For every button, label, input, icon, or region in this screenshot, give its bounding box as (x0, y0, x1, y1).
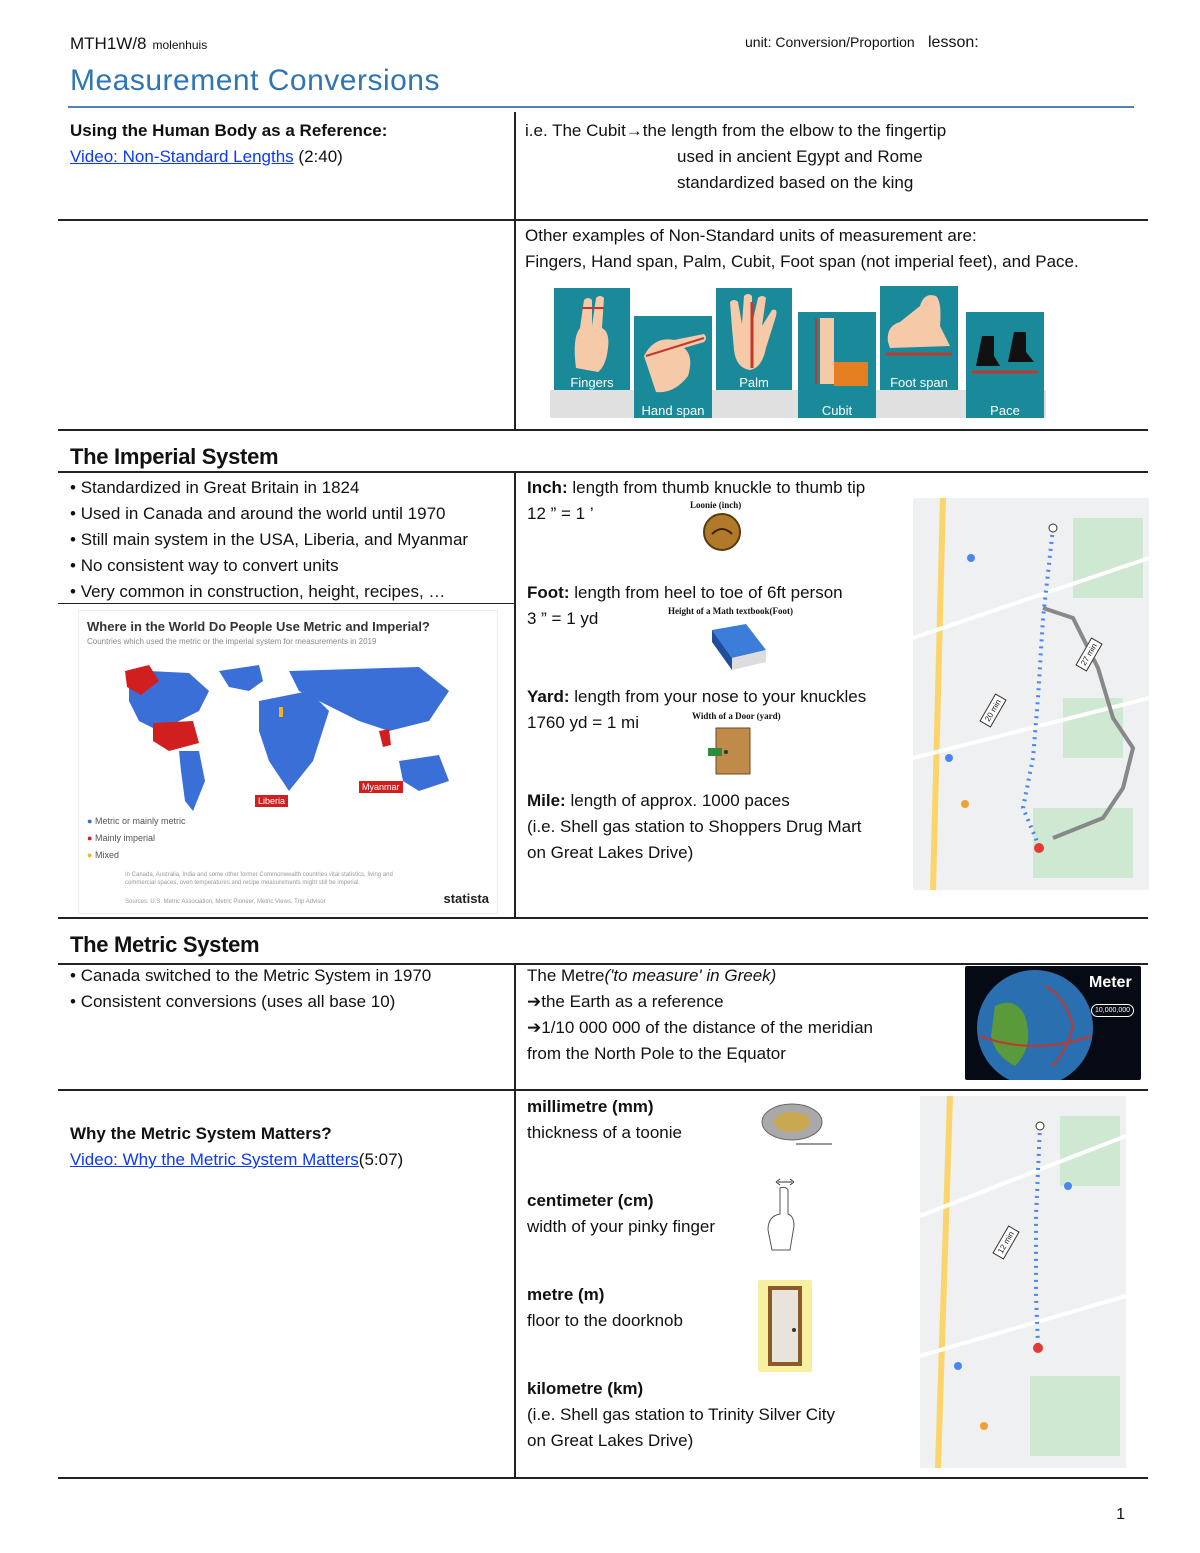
title-underline (68, 106, 1134, 108)
list-item: • Canada switched to the Metric System in 1970 (70, 963, 431, 989)
unit-def: thickness of a toonie (527, 1123, 682, 1142)
list-item: • Standardized in Great Britain in 1824 (70, 475, 468, 501)
unit-def: length from thumb knuckle to thumb tip (567, 478, 866, 497)
examples-line: Fingers, Hand span, Palm, Cubit, Foot span (not imperial feet), and Pace. (525, 252, 1079, 271)
door-icon (758, 1280, 812, 1372)
map-subtitle: Countries which used the metric or the imperial system for measurements in 2019 (87, 637, 377, 646)
door-metre-image (758, 1280, 812, 1372)
list-item: • Very common in construction, height, recipes, … (70, 579, 468, 605)
teacher-name: molenhuis (152, 38, 208, 52)
km-example: on Great Lakes Drive) (527, 1431, 694, 1450)
book-icon (706, 620, 772, 676)
legend-entry: Mixed (94, 850, 119, 860)
non-standard-examples (525, 223, 1079, 275)
loonie-image (700, 512, 744, 552)
unit-def: width of your pinky finger (527, 1217, 716, 1236)
shoes-icon (966, 312, 1044, 396)
metre-line: ➔the Earth as a reference (527, 992, 724, 1011)
yard-definition (527, 684, 866, 736)
map-title: Where in the World Do People Use Metric and Imperial? (87, 619, 430, 634)
textbook-image (706, 620, 772, 676)
unit-term: Inch: (527, 478, 568, 497)
door-image (706, 726, 756, 776)
map-label-liberia: Liberia (255, 795, 288, 807)
globe-label: Meter (1089, 974, 1132, 991)
conversion: 1760 yd = 1 mi (527, 713, 639, 732)
page-title: Measurement Conversions (70, 64, 440, 97)
metre-line: ➔1/10 000 000 of the distance of the meridian (527, 1018, 873, 1037)
mm-definition (527, 1094, 682, 1146)
unit-label: Palm (739, 375, 769, 390)
palm-icon (716, 288, 792, 374)
unit-label: Foot span (890, 375, 948, 390)
legend-entry: Metric or mainly metric (94, 816, 186, 826)
cubit-line: used in ancient Egypt and Rome (677, 147, 923, 166)
metre-definition (527, 963, 873, 1067)
unit-label: Hand span (641, 403, 705, 418)
row-divider (58, 429, 1148, 431)
foot-icon (880, 286, 958, 372)
fingers-icon (554, 288, 630, 374)
unit-term: Foot: (527, 583, 570, 602)
toonie-image (756, 1100, 834, 1152)
row-divider (58, 1477, 1148, 1479)
video-link-non-standard[interactable]: Video: Non-Standard Lengths (70, 147, 294, 166)
cubit-icon (798, 312, 876, 396)
row-divider (58, 917, 1148, 919)
cubit-tile (798, 312, 876, 418)
lesson-label: lesson: (928, 34, 979, 51)
unit-term: millimetre (mm) (527, 1097, 654, 1116)
column-divider (514, 964, 516, 1478)
door-icon (706, 726, 756, 776)
route-map-icon (913, 498, 1149, 890)
hand-span-icon (634, 316, 712, 396)
cubit-line: i.e. The Cubit→the length from the elbow to the fingertip (525, 121, 947, 140)
video-duration: (2:40) (298, 147, 343, 166)
image-caption: Width of a Door (yard) (692, 711, 781, 721)
row-divider (58, 219, 1148, 221)
why-metric (70, 1121, 403, 1173)
conversion: 3 ” = 1 yd (527, 609, 599, 628)
legend-dot: ● (87, 816, 93, 826)
unit-term: kilometre (km) (527, 1379, 644, 1398)
body-units-illustration (550, 286, 1046, 418)
image-caption: Loonie (inch) (690, 500, 742, 510)
page-number: 1 (1116, 1506, 1125, 1523)
unit-term: Yard: (527, 687, 570, 706)
km-definition (527, 1376, 835, 1454)
route-map-icon (920, 1096, 1126, 1468)
unit-def: length from your nose to your knuckles (569, 687, 867, 706)
mile-definition (527, 788, 862, 866)
conversion: 12 ” = 1 ’ (527, 504, 594, 523)
list-item: • Still main system in the USA, Liberia, and Myanmar (70, 527, 468, 553)
imperial-heading: The Imperial System (70, 444, 279, 469)
unit-term: metre (m) (527, 1285, 605, 1304)
walk-time-badge: 20 min (979, 693, 1006, 727)
image-caption: Height of a Math textbook(Foot) (668, 606, 793, 616)
why-heading: Why the Metric System Matters? (70, 1124, 332, 1143)
pace-tile (966, 312, 1044, 418)
list-item: • Consistent conversions (uses all base 10) (70, 989, 431, 1015)
legend-entry: Mainly imperial (94, 833, 155, 843)
metre-term: The Metre (527, 966, 605, 985)
fingers-tile (554, 288, 630, 390)
list-item: • Used in Canada and around the world until 1970 (70, 501, 468, 527)
mile-example: (i.e. Shell gas station to Shoppers Drug Mart (527, 817, 862, 836)
cubit-line: standardized based on the king (677, 173, 914, 192)
hand-icon (762, 1170, 806, 1254)
statista-logo: statista (443, 891, 489, 906)
drive-time-badge: 27 min (1075, 637, 1102, 671)
imperial-bullets (70, 475, 468, 605)
palm-tile (716, 288, 792, 390)
km-example: (i.e. Shell gas station to Trinity Silver City (527, 1405, 836, 1424)
metre-etymology: ('to measure' in Greek) (604, 966, 777, 985)
earth-meter-image (965, 966, 1141, 1080)
pinky-image (762, 1170, 806, 1254)
video-link-why-metric[interactable]: Video: Why the Metric System Matters (70, 1150, 359, 1169)
world-map-icon (89, 651, 489, 821)
column-divider (514, 472, 516, 918)
map-note: In Canada, Australia, India and some other former Commonwealth countries vital statistics, living and commercial spaces, oven temperatures and recipe measurements might still be imperial. (125, 872, 393, 886)
hand-span-tile (634, 316, 712, 418)
section-heading: Using the Human Body as a Reference: (70, 121, 388, 140)
column-divider (514, 112, 516, 430)
human-body-reference (70, 118, 387, 170)
unit-lesson: unit: Conversion/Proportion lesson: (745, 34, 979, 51)
unit-label: Fingers (570, 375, 614, 390)
row-divider (58, 1089, 1148, 1091)
unit-def: floor to the doorknob (527, 1311, 683, 1330)
legend-dot: ● (87, 833, 93, 843)
cubit-description (525, 118, 946, 196)
unit-term: centimeter (cm) (527, 1191, 654, 1210)
cm-definition (527, 1188, 715, 1240)
metric-bullets (70, 963, 431, 1015)
unit-term: Mile: (527, 791, 566, 810)
course-code: MTH1W/8 molenhuis (70, 34, 208, 53)
foot-span-tile (880, 286, 958, 390)
video-duration: (5:07) (358, 1150, 404, 1169)
m-definition (527, 1282, 683, 1334)
unit-label: Pace (990, 403, 1020, 418)
unit-def: length from heel to toe of 6ft person (569, 583, 843, 602)
toonie-icon (756, 1100, 834, 1152)
mile-route-map (913, 498, 1149, 890)
map-sources: Sources: U.S. Metric Association, Metric Pioneer, Metric Views, Trip Advisor (125, 899, 326, 905)
row-divider (58, 471, 1148, 473)
legend-dot: ● (87, 850, 93, 860)
walk-time-badge: 12 min (992, 1225, 1019, 1259)
map-legend (87, 813, 185, 864)
map-label-myanmar: Myanmar (359, 781, 403, 793)
coin-icon (700, 512, 744, 552)
mile-example: on Great Lakes Drive) (527, 843, 694, 862)
globe-value: 10,000,000 (1091, 1004, 1134, 1017)
metric-imperial-map (78, 610, 498, 914)
list-item: • No consistent way to convert units (70, 553, 468, 579)
unit-def: length of approx. 1000 paces (565, 791, 790, 810)
metric-heading: The Metric System (70, 932, 260, 957)
unit-label: Cubit (821, 403, 853, 418)
km-route-map (920, 1096, 1126, 1468)
examples-line: Other examples of Non-Standard units of measurement are: (525, 226, 977, 245)
metre-line: from the North Pole to the Equator (527, 1044, 786, 1063)
